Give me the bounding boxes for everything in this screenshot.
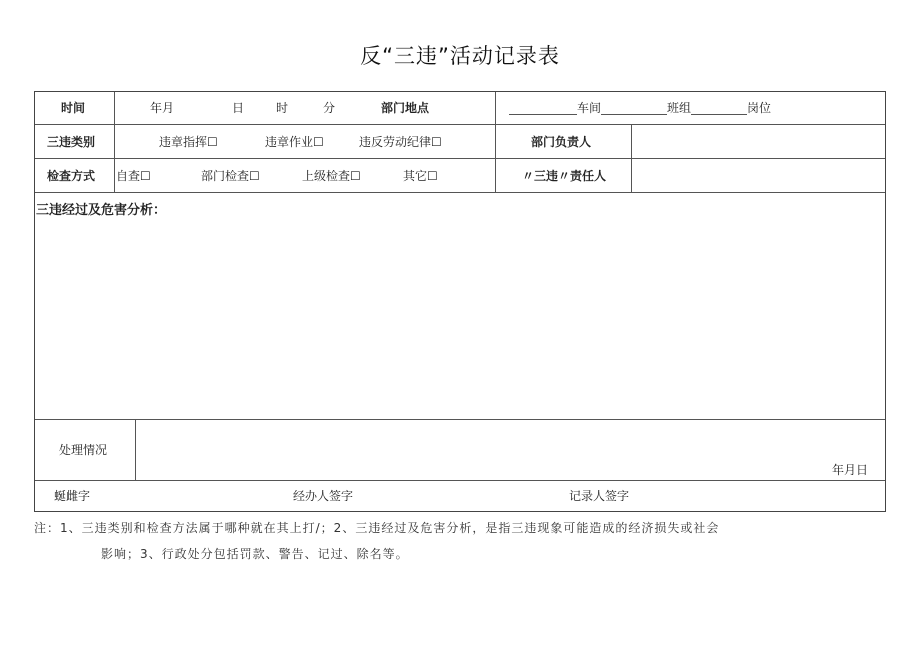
note-line-1: 注：1、三违类别和检查方法属于哪种就在其上打/；2、三违经过及危害分析，是指三违现象可能造成的经济损失或社会 bbox=[34, 521, 720, 535]
year-month-label: 年月 bbox=[150, 101, 175, 115]
handling-date: 年月日 bbox=[832, 463, 869, 477]
note-line-2: 影响；3、行政处分包括罚款、警告、记过、除名等。 bbox=[101, 547, 409, 561]
option-other[interactable]: 其它☐ bbox=[403, 169, 438, 183]
handling-label: 处理情况 bbox=[59, 443, 108, 457]
day-label: 日 bbox=[232, 101, 245, 115]
col-divider bbox=[135, 419, 136, 480]
recorder-signature-label: 记录人签字 bbox=[569, 489, 630, 503]
time-label: 时间 bbox=[61, 101, 86, 115]
row-divider bbox=[35, 419, 885, 420]
col-divider bbox=[631, 124, 632, 192]
option-discipline-violation[interactable]: 违反劳动纪律☐ bbox=[359, 135, 442, 149]
option-superior-check[interactable]: 上级检查☐ bbox=[302, 169, 361, 183]
hour-label: 时 bbox=[276, 101, 289, 115]
row-divider bbox=[35, 480, 885, 481]
page-title: 反“三违”活动记录表 bbox=[360, 44, 560, 68]
row-divider bbox=[35, 192, 885, 193]
option-dept-check[interactable]: 部门检查☐ bbox=[201, 169, 260, 183]
row-divider bbox=[35, 158, 885, 159]
workshop-field[interactable]: 车间 班组 岗位 bbox=[509, 101, 771, 115]
method-label: 检查方式 bbox=[47, 169, 96, 183]
col-divider bbox=[495, 92, 496, 192]
minute-label: 分 bbox=[323, 101, 336, 115]
responsible-label: 〃三违〃责任人 bbox=[522, 169, 607, 183]
analysis-label: 三违经过及危害分析： bbox=[36, 203, 167, 218]
col-divider bbox=[114, 92, 115, 192]
dept-location-label: 部门地点 bbox=[381, 101, 430, 115]
dept-head-label: 部门负责人 bbox=[531, 135, 592, 149]
category-label: 三违类别 bbox=[47, 135, 96, 149]
handler-signature-label: 经办人签字 bbox=[293, 489, 354, 503]
option-self-check[interactable]: 自查☐ bbox=[116, 169, 151, 183]
option-operation-violation[interactable]: 违章作业☐ bbox=[265, 135, 324, 149]
row-divider bbox=[35, 124, 885, 125]
record-table bbox=[34, 91, 886, 512]
signature-label: 蜒雌字 bbox=[54, 489, 91, 503]
option-command-violation[interactable]: 违章指挥☐ bbox=[159, 135, 218, 149]
